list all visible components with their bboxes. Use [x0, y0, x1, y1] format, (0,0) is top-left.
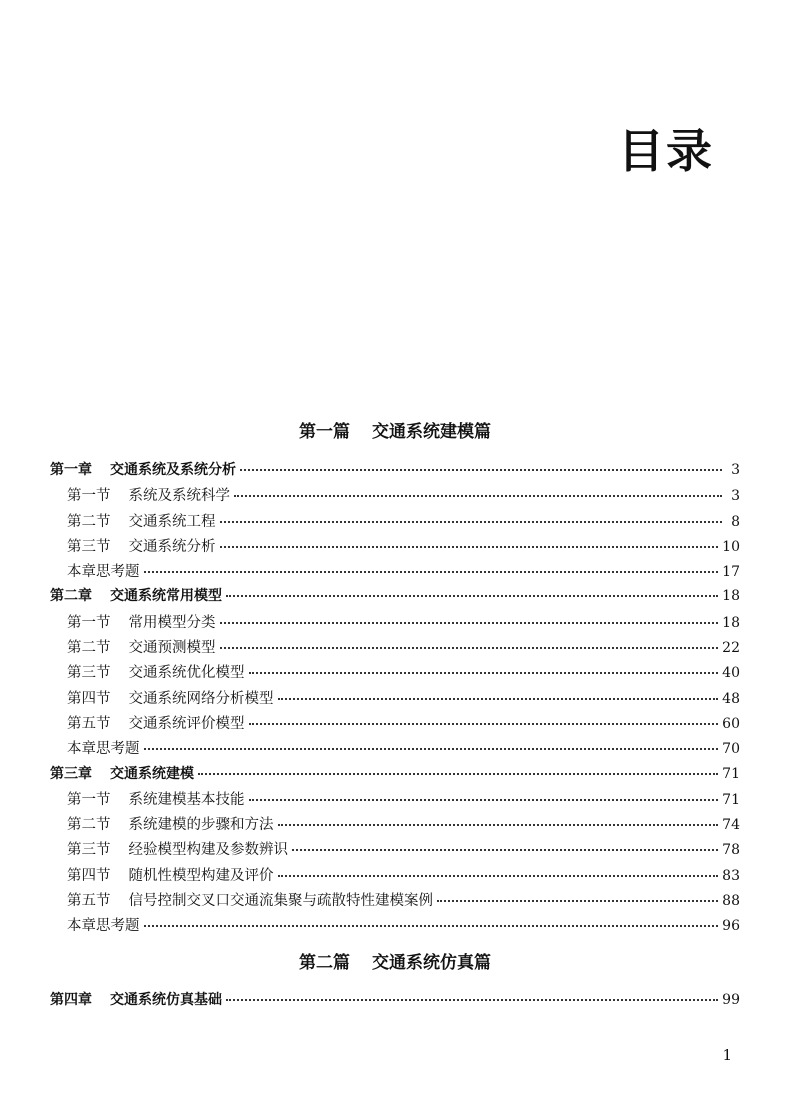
entry-number: 第三节: [67, 842, 111, 859]
entry-number: 第三章: [50, 765, 92, 782]
dot-leader: [220, 540, 719, 548]
entry-number: 第一节: [67, 614, 111, 631]
entry-number: 第一节: [67, 488, 111, 505]
entry-number: 第二节: [67, 640, 111, 657]
toc-section-entry[interactable]: [50, 484, 740, 509]
entry-title: 交通系统优化模型: [128, 665, 245, 682]
page-number: 1: [722, 1046, 732, 1064]
entry-title: 交通预测模型: [128, 640, 216, 657]
toc-section-entry[interactable]: [50, 838, 740, 863]
entry-page-number: 10: [722, 538, 740, 555]
part-label: 第二篇: [299, 953, 350, 973]
entry-title: 经验模型构建及参数辨识: [128, 842, 288, 859]
entry-number: 第一章: [50, 462, 92, 478]
entry-number: 第五节: [67, 715, 111, 732]
dot-leader: [278, 818, 719, 826]
toc-section-entry[interactable]: [50, 611, 740, 636]
dot-leader: [240, 463, 722, 471]
entry-title: 系统及系统科学: [128, 488, 230, 505]
toc-section-entry[interactable]: [50, 864, 740, 889]
entry-title: 常用模型分类: [128, 614, 216, 631]
entry-page-number: 3: [731, 488, 740, 505]
toc-section-entry[interactable]: [50, 687, 740, 712]
toc-section-entry[interactable]: [50, 889, 740, 914]
dot-leader: [144, 919, 719, 927]
entry-number: 第三节: [67, 665, 111, 682]
entry-page-number: 70: [722, 741, 740, 758]
entry-number: 第五节: [67, 893, 111, 910]
entry-page-number: 74: [722, 817, 740, 834]
toc-section-entry[interactable]: [50, 737, 740, 762]
entry-page-number: 78: [722, 842, 740, 859]
entry-title: 本章思考题: [67, 564, 140, 581]
entry-title: 随机性模型构建及评价: [128, 867, 274, 884]
part-heading: [0, 955, 790, 972]
dot-leader: [292, 843, 718, 851]
entry-page-number: 18: [722, 614, 740, 631]
entry-page-number: 71: [722, 791, 740, 808]
dot-leader: [144, 565, 719, 573]
entry-number: 第四节: [67, 867, 111, 884]
dot-leader: [220, 616, 719, 624]
toc-chapter-entry[interactable]: [50, 459, 740, 484]
entry-title: 交通系统工程: [128, 513, 216, 530]
entry-title: 交通系统网络分析模型: [128, 690, 274, 707]
dot-leader: [220, 641, 719, 649]
toc-section-entry[interactable]: [50, 510, 740, 535]
dot-leader: [437, 894, 718, 902]
entry-title: 系统建模的步骤和方法: [128, 817, 274, 834]
dot-leader: [226, 589, 718, 597]
toc-section-entry[interactable]: [50, 560, 740, 585]
entry-page-number: 3: [731, 462, 740, 478]
entry-title: 交通系统及系统分析: [110, 462, 236, 478]
entry-title: 本章思考题: [67, 918, 140, 935]
entry-title: 本章思考题: [67, 741, 140, 758]
part-label: 第一篇: [299, 422, 350, 442]
dot-leader: [249, 717, 719, 725]
entry-page-number: 18: [722, 588, 740, 605]
dot-leader: [220, 515, 723, 523]
toc-list: [50, 459, 740, 940]
toc-section-entry[interactable]: [50, 914, 740, 939]
part-title: 交通系统仿真篇: [372, 953, 491, 973]
entry-number: 第二节: [67, 513, 111, 530]
entry-title: 交通系统分析: [128, 538, 216, 555]
page-title: 目录: [618, 124, 714, 178]
entry-page-number: 17: [722, 564, 740, 581]
entry-number: 第四节: [67, 690, 111, 707]
dot-leader: [226, 993, 718, 1001]
dot-leader: [198, 767, 718, 775]
part-title: 交通系统建模篇: [372, 422, 491, 442]
dot-leader: [278, 869, 719, 877]
toc-section-entry[interactable]: [50, 661, 740, 686]
toc-section-entry[interactable]: [50, 712, 740, 737]
part-heading: [0, 424, 790, 441]
toc-list: [50, 989, 740, 1014]
dot-leader: [278, 692, 719, 700]
entry-title: 系统建模基本技能: [128, 791, 245, 808]
toc-section-entry[interactable]: [50, 636, 740, 661]
entry-page-number: 71: [722, 765, 740, 782]
entry-number: 第四章: [50, 992, 92, 1008]
entry-title: 交通系统常用模型: [110, 588, 222, 605]
entry-page-number: 99: [722, 992, 740, 1008]
toc-chapter-entry[interactable]: [50, 989, 740, 1014]
entry-title: 交通系统仿真基础: [110, 992, 222, 1008]
entry-page-number: 88: [722, 893, 740, 910]
entry-number: 第二章: [50, 588, 92, 605]
toc-section-entry[interactable]: [50, 535, 740, 560]
dot-leader: [234, 489, 722, 497]
entry-number: 第三节: [67, 538, 111, 555]
entry-page-number: 8: [731, 513, 740, 530]
entry-page-number: 60: [722, 715, 740, 732]
entry-page-number: 83: [722, 867, 740, 884]
entry-title: 交通系统评价模型: [128, 715, 245, 732]
toc-chapter-entry[interactable]: [50, 585, 740, 610]
entry-title: 交通系统建模: [110, 765, 194, 782]
entry-page-number: 40: [722, 665, 740, 682]
dot-leader: [144, 742, 719, 750]
entry-page-number: 22: [722, 640, 740, 657]
dot-leader: [249, 793, 719, 801]
entry-page-number: 48: [722, 690, 740, 707]
dot-leader: [249, 666, 719, 674]
entry-title: 信号控制交叉口交通流集聚与疏散特性建模案例: [128, 893, 433, 910]
entry-number: 第一节: [67, 791, 111, 808]
toc-section-entry[interactable]: [50, 813, 740, 838]
toc-chapter-entry[interactable]: [50, 763, 740, 788]
entry-page-number: 96: [722, 918, 740, 935]
entry-number: 第二节: [67, 817, 111, 834]
toc-section-entry[interactable]: [50, 788, 740, 813]
